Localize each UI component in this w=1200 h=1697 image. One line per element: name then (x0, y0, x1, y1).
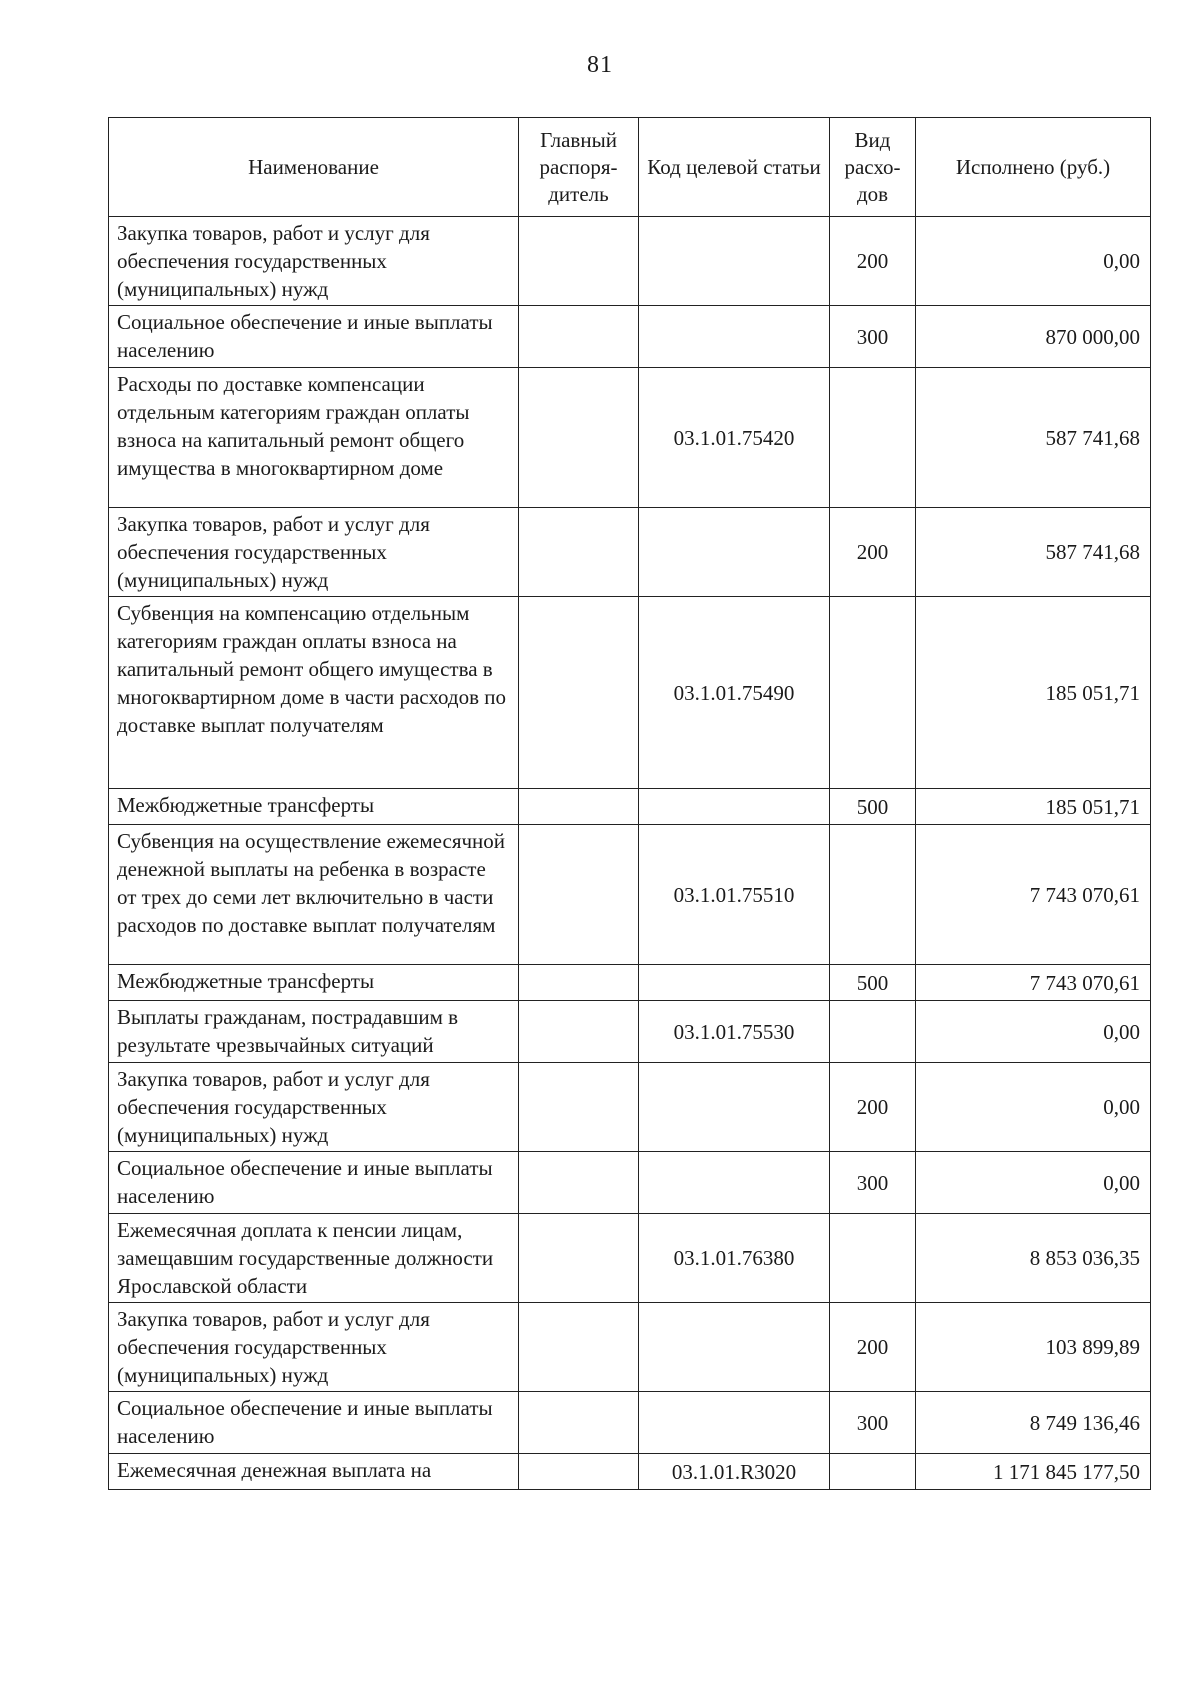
row-name-cell: Ежемесячная доплата к пенсии лицам, замещавшим государственные должности Ярославской области (109, 1214, 519, 1303)
row-target-code-cell (639, 965, 830, 1001)
row-target-code-cell (639, 789, 830, 825)
row-target-code-cell: 03.1.01.R3020 (639, 1454, 830, 1490)
table-row (109, 368, 1151, 508)
row-chief-manager-cell (519, 217, 639, 306)
row-chief-manager-cell (519, 789, 639, 825)
row-target-code-cell: 03.1.01.75530 (639, 1001, 830, 1063)
budget-execution-table (108, 117, 1151, 1490)
row-name-cell: Межбюджетные трансферты (109, 789, 519, 825)
row-name-cell: Закупка товаров, работ и услуг для обеспечения государственных (муниципальных) нужд (109, 1063, 519, 1152)
row-expense-type-cell (830, 825, 916, 965)
row-chief-manager-cell (519, 1063, 639, 1152)
row-name-cell: Закупка товаров, работ и услуг для обеспечения государственных (муниципальных) нужд (109, 508, 519, 597)
row-expense-type-cell (830, 1001, 916, 1063)
row-executed-amount-cell: 185 051,71 (916, 597, 1151, 789)
row-chief-manager-cell (519, 508, 639, 597)
row-target-code-cell: 03.1.01.75420 (639, 368, 830, 508)
table-row (109, 789, 1151, 825)
row-name-cell: Расходы по доставке компенсации отдельным категориям граждан оплаты взноса на капитальный ремонт общего имущества в многоквартирном доме (109, 368, 519, 508)
row-name-cell: Ежемесячная денежная выплата на (109, 1454, 519, 1490)
header-expense-type: Вид расхо-дов (830, 118, 916, 217)
row-target-code-cell: 03.1.01.75510 (639, 825, 830, 965)
row-target-code-cell: 03.1.01.76380 (639, 1214, 830, 1303)
row-expense-type-cell (830, 597, 916, 789)
row-executed-amount-cell: 870 000,00 (916, 306, 1151, 368)
page-number: 81 (587, 52, 613, 78)
table-row (109, 1392, 1151, 1454)
row-target-code-cell (639, 306, 830, 368)
row-expense-type-cell (830, 1214, 916, 1303)
header-target-code: Код целевой статьи (639, 118, 830, 217)
table-body (109, 217, 1151, 1490)
table-row (109, 1214, 1151, 1303)
row-expense-type-cell: 200 (830, 217, 916, 306)
row-expense-type-cell: 300 (830, 1392, 916, 1454)
row-executed-amount-cell: 0,00 (916, 217, 1151, 306)
row-name-cell: Социальное обеспечение и иные выплаты населению (109, 1392, 519, 1454)
row-name-cell: Выплаты гражданам, пострадавшим в результате чрезвычайных ситуаций (109, 1001, 519, 1063)
table-header-row (109, 118, 1151, 217)
row-name-cell: Межбюджетные трансферты (109, 965, 519, 1001)
header-executed-amount: Исполнено (руб.) (916, 118, 1151, 217)
row-chief-manager-cell (519, 1152, 639, 1214)
row-chief-manager-cell (519, 825, 639, 965)
table-row (109, 1454, 1151, 1490)
row-executed-amount-cell: 0,00 (916, 1001, 1151, 1063)
row-chief-manager-cell (519, 1303, 639, 1392)
row-executed-amount-cell: 587 741,68 (916, 508, 1151, 597)
row-executed-amount-cell: 103 899,89 (916, 1303, 1151, 1392)
row-name-cell: Социальное обеспечение и иные выплаты населению (109, 1152, 519, 1214)
row-name-cell: Закупка товаров, работ и услуг для обеспечения государственных (муниципальных) нужд (109, 217, 519, 306)
row-chief-manager-cell (519, 597, 639, 789)
row-expense-type-cell (830, 1454, 916, 1490)
row-expense-type-cell: 500 (830, 789, 916, 825)
row-expense-type-cell: 200 (830, 1303, 916, 1392)
header-chief-manager: Главный распоря-дитель (519, 118, 639, 217)
row-executed-amount-cell: 1 171 845 177,50 (916, 1454, 1151, 1490)
row-target-code-cell (639, 1152, 830, 1214)
table-row (109, 1063, 1151, 1152)
row-target-code-cell (639, 217, 830, 306)
row-target-code-cell (639, 1303, 830, 1392)
row-chief-manager-cell (519, 1392, 639, 1454)
table-row (109, 825, 1151, 965)
row-executed-amount-cell: 0,00 (916, 1152, 1151, 1214)
row-executed-amount-cell: 7 743 070,61 (916, 965, 1151, 1001)
row-executed-amount-cell: 185 051,71 (916, 789, 1151, 825)
row-executed-amount-cell: 8 853 036,35 (916, 1214, 1151, 1303)
row-chief-manager-cell (519, 1214, 639, 1303)
row-chief-manager-cell (519, 1454, 639, 1490)
row-target-code-cell (639, 1392, 830, 1454)
row-name-cell: Социальное обеспечение и иные выплаты населению (109, 306, 519, 368)
row-expense-type-cell: 200 (830, 1063, 916, 1152)
row-chief-manager-cell (519, 368, 639, 508)
table-row (109, 306, 1151, 368)
row-name-cell: Закупка товаров, работ и услуг для обеспечения государственных (муниципальных) нужд (109, 1303, 519, 1392)
table-row (109, 965, 1151, 1001)
row-expense-type-cell: 200 (830, 508, 916, 597)
row-target-code-cell (639, 1063, 830, 1152)
table-row (109, 217, 1151, 306)
row-expense-type-cell: 300 (830, 1152, 916, 1214)
table-row (109, 1001, 1151, 1063)
row-target-code-cell (639, 508, 830, 597)
row-executed-amount-cell: 7 743 070,61 (916, 825, 1151, 965)
row-executed-amount-cell: 8 749 136,46 (916, 1392, 1151, 1454)
table-row (109, 597, 1151, 789)
table-row (109, 508, 1151, 597)
row-name-cell: Субвенция на компенсацию отдельным категориям граждан оплаты взноса на капитальный ремонт общего имущества в многоквартирном доме в части расходов по доставке выплат получателям (109, 597, 519, 789)
header-name: Наименование (109, 118, 519, 217)
table-row (109, 1152, 1151, 1214)
row-executed-amount-cell: 0,00 (916, 1063, 1151, 1152)
row-expense-type-cell: 500 (830, 965, 916, 1001)
row-expense-type-cell (830, 368, 916, 508)
row-expense-type-cell: 300 (830, 306, 916, 368)
row-chief-manager-cell (519, 965, 639, 1001)
row-chief-manager-cell (519, 1001, 639, 1063)
row-chief-manager-cell (519, 306, 639, 368)
row-name-cell: Субвенция на осуществление ежемесячной денежной выплаты на ребенка в возрасте от трех до семи лет включительно в части расходов по доставке выплат получателям (109, 825, 519, 965)
row-target-code-cell: 03.1.01.75490 (639, 597, 830, 789)
row-executed-amount-cell: 587 741,68 (916, 368, 1151, 508)
table-row (109, 1303, 1151, 1392)
